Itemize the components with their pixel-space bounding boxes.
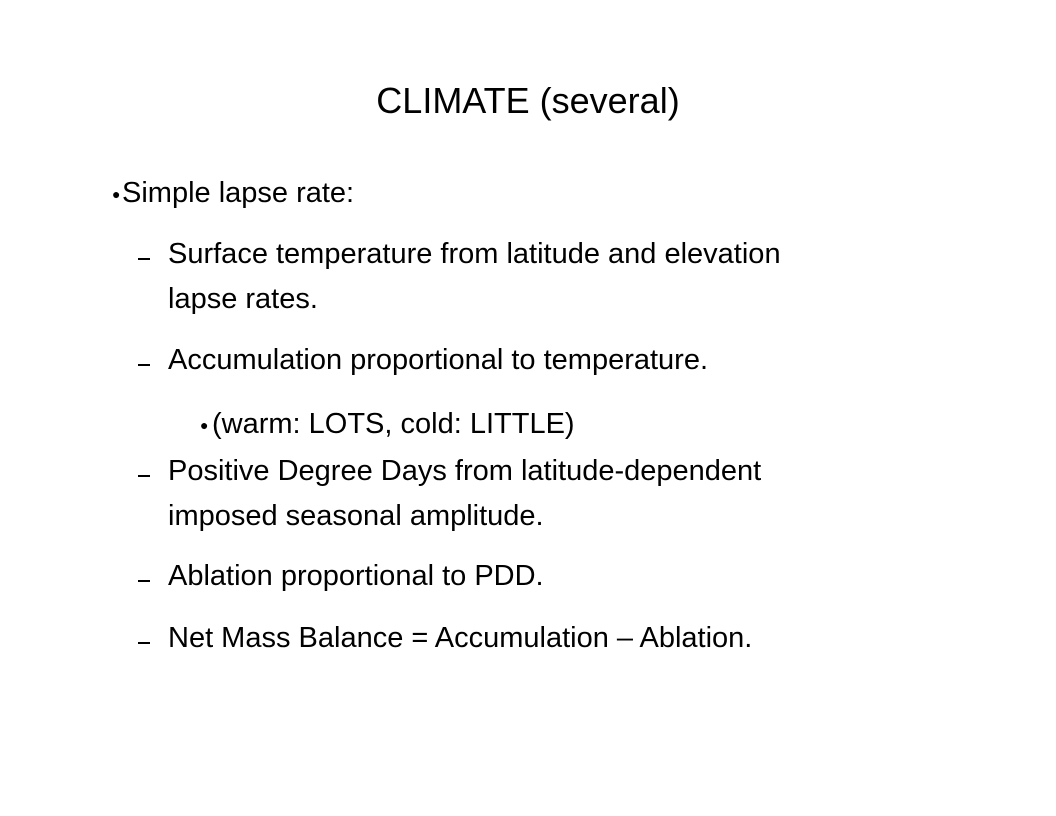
dash-icon [138, 642, 150, 644]
bullet-icon: ● [200, 417, 209, 433]
dash-icon [138, 258, 150, 260]
dash-icon [138, 475, 150, 477]
subitem-surface-temperature-line-1: Surface temperature from latitude and elevation [168, 238, 781, 270]
subitem-ablation: Ablation proportional to PDD. [168, 560, 544, 592]
bullet-icon: ● [112, 186, 121, 202]
dash-icon [138, 364, 150, 366]
slide-title: CLIMATE (several) [376, 80, 680, 121]
subitem-positive-degree-days-line-2: imposed seasonal amplitude. [168, 500, 544, 532]
subsubitem-warm-cold: (warm: LOTS, cold: LITTLE) [212, 408, 575, 440]
subitem-net-mass-balance: Net Mass Balance = Accumulation – Ablation. [168, 622, 753, 654]
subitem-positive-degree-days-line-1: Positive Degree Days from latitude-dependent [168, 455, 762, 487]
bullet-simple-lapse-rate: Simple lapse rate: [122, 177, 355, 209]
subitem-accumulation: Accumulation proportional to temperature. [168, 344, 709, 376]
dash-icon [138, 580, 150, 582]
subitem-surface-temperature-line-2: lapse rates. [168, 283, 318, 315]
